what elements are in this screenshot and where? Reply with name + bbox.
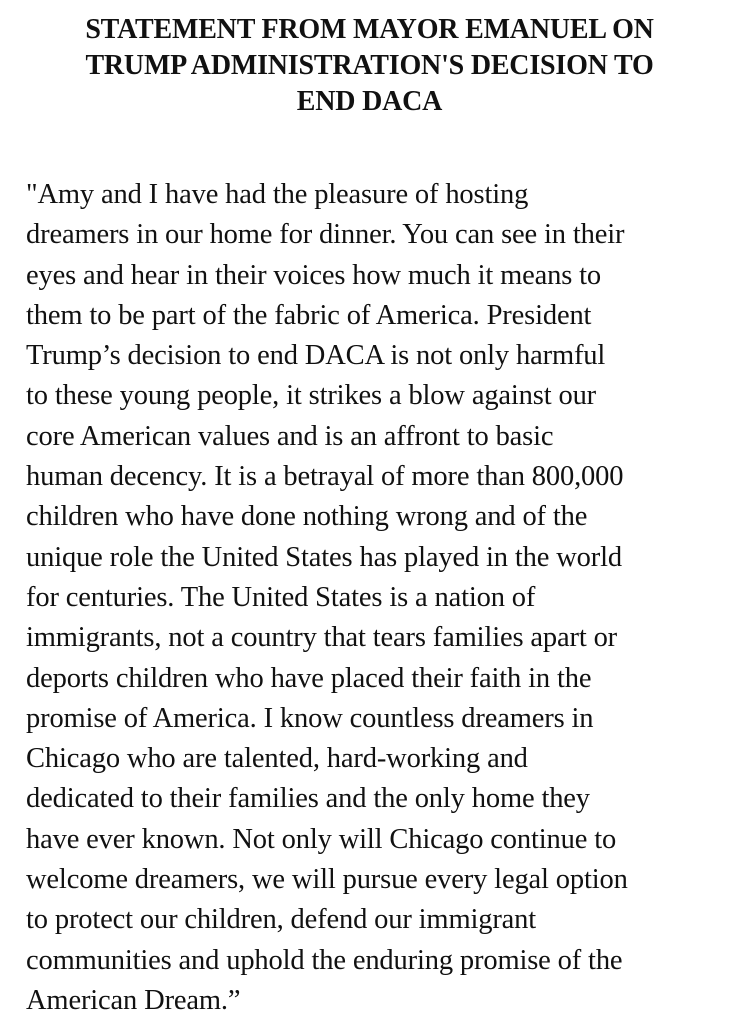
body-line: have ever known. Not only will Chicago continue to [26, 823, 617, 855]
title-line: END DACA [296, 86, 443, 117]
body-line: core American values and is an affront to basic [26, 420, 554, 452]
body-line: dedicated to their families and the only home they [26, 783, 590, 815]
body-line: to protect our children, defend our immigrant [26, 904, 537, 936]
body-line: them to be part of the fabric of America. President [26, 299, 592, 331]
body-line: children who have done nothing wrong and of the [26, 501, 588, 533]
statement-title [0, 12, 739, 120]
body-line: dreamers in our home for dinner. You can see in their [26, 219, 625, 251]
body-line: to these young people, it strikes a blow against our [26, 380, 597, 412]
body-line: eyes and hear in their voices how much it means to [26, 259, 601, 291]
statement-body [26, 175, 726, 1021]
body-line: "Amy and I have had the pleasure of hosting [26, 179, 529, 210]
title-line: STATEMENT FROM MAYOR EMANUEL ON [85, 14, 654, 45]
body-line: American Dream.” [26, 984, 241, 1016]
body-line: unique role the United States has played in the world [26, 541, 622, 573]
body-line: immigrants, not a country that tears families apart or [26, 622, 618, 654]
body-line: communities and uphold the enduring promise of the [26, 944, 623, 976]
body-line: deports children who have placed their faith in the [26, 662, 592, 694]
body-line: human decency. It is a betrayal of more than 800,000 [26, 461, 624, 493]
body-line: Trump’s decision to end DACA is not only harmful [26, 340, 606, 372]
body-line: welcome dreamers, we will pursue every legal option [26, 864, 628, 896]
title-line: TRUMP ADMINISTRATION'S DECISION TO [85, 50, 654, 81]
body-line: for centuries. The United States is a nation of [26, 581, 536, 613]
body-line: promise of America. I know countless dreamers in [26, 702, 594, 734]
body-line: Chicago who are talented, hard-working and [26, 743, 528, 775]
